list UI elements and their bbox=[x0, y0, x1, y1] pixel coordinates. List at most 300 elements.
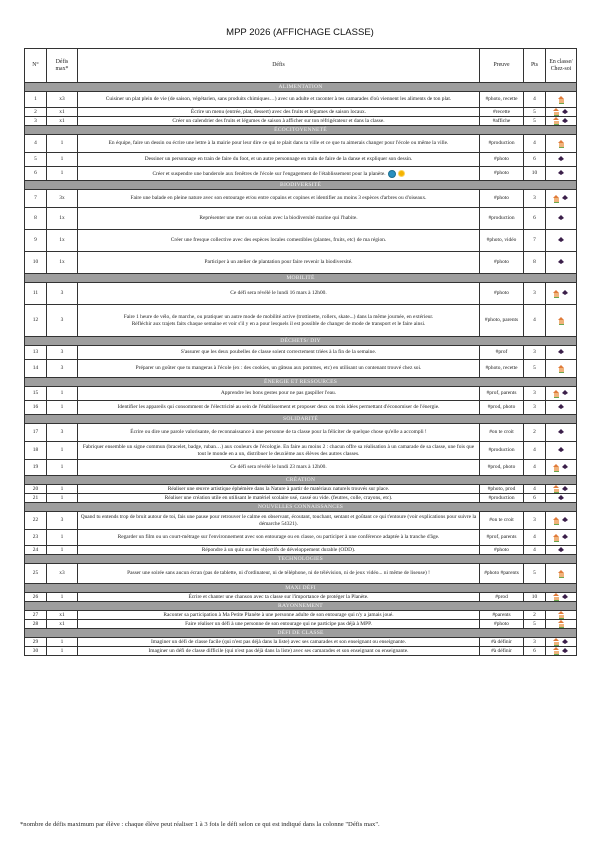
defi-points: 10 bbox=[524, 593, 546, 602]
defi-text: Répondre à un quiz sur les objectifs de développement durable (ODD). bbox=[201, 546, 356, 553]
defi-preuve: #parents bbox=[480, 611, 524, 620]
defi-max: 1 bbox=[47, 530, 78, 546]
defi-text: Identifier les appareils qui consomment de l'électricité au sein de l'établissement et proposer deux ou trois idées permettant d'économiser de l'énergie. bbox=[117, 404, 440, 411]
header-defis: Défis bbox=[78, 49, 480, 83]
category-row bbox=[25, 83, 577, 92]
defi-description bbox=[78, 283, 480, 305]
defi-location bbox=[546, 494, 577, 503]
defi-max: 1 bbox=[47, 647, 78, 656]
table-row bbox=[25, 230, 577, 252]
defi-location bbox=[546, 387, 577, 401]
graduation-cap-icon bbox=[558, 259, 565, 265]
category-row bbox=[25, 602, 577, 611]
defi-location bbox=[546, 442, 577, 460]
table-row bbox=[25, 208, 577, 230]
defi-max: x3 bbox=[47, 564, 78, 584]
defi-description bbox=[78, 135, 480, 153]
table-row bbox=[25, 424, 577, 442]
defi-description bbox=[78, 530, 480, 546]
defi-number: 5 bbox=[25, 153, 47, 167]
table-row bbox=[25, 167, 577, 181]
category-label: ÉNERGIE ET RESSOURCES bbox=[25, 378, 577, 387]
header-max: Défis max* bbox=[47, 49, 78, 83]
defi-text: Réaliser une création utile en utilisant le matériel scolaire usé, cassé ou vide. (feutres, colle, crayons, etc). bbox=[164, 494, 393, 501]
house-icon bbox=[553, 593, 560, 600]
defi-max: 1 bbox=[47, 593, 78, 602]
defi-max: 1 bbox=[47, 638, 78, 647]
defi-points: 5 bbox=[524, 108, 546, 117]
defi-description bbox=[78, 593, 480, 602]
defi-preuve: #photo, vidéo bbox=[480, 230, 524, 252]
defi-max: 1 bbox=[47, 485, 78, 494]
table-row bbox=[25, 460, 577, 476]
defi-description bbox=[78, 564, 480, 584]
defi-points: 4 bbox=[524, 305, 546, 337]
defi-preuve: #prod, photo bbox=[480, 401, 524, 415]
defi-preuve: #photo bbox=[480, 546, 524, 555]
category-label: BIODIVERSITÉ bbox=[25, 181, 577, 190]
table-row bbox=[25, 252, 577, 274]
house-icon bbox=[553, 290, 560, 297]
defi-number: 22 bbox=[25, 512, 47, 530]
defi-number: 1 bbox=[25, 92, 47, 108]
defi-description bbox=[78, 494, 480, 503]
defi-text: Réaliser une œuvre artistique éphémère dans la Nature à partir de matériaux naturels trouvés sur place. bbox=[167, 485, 390, 492]
defi-preuve: #photo, prod bbox=[480, 485, 524, 494]
defi-preuve: #photo bbox=[480, 153, 524, 167]
defi-max: 3 bbox=[47, 346, 78, 360]
defi-max: 1x bbox=[47, 230, 78, 252]
graduation-cap-icon bbox=[558, 429, 565, 435]
defi-text: Participer à un atelier de plantation pour faire revenir la biodiversité. bbox=[204, 259, 353, 266]
defi-text: Imaginer un défi de classe facile (qui n'est pas déjà dans la liste) avec ses camarades et son enseignant ou enseignante. bbox=[151, 638, 406, 645]
defi-text-2: Réfléchir aux trajets faits chaque semaine et voir s'il y en a pour lesquels il est possible de changer de mode de transport et le faire ainsi. bbox=[131, 320, 426, 327]
house-icon bbox=[553, 517, 560, 524]
house-icon bbox=[558, 140, 565, 147]
graduation-cap-icon bbox=[558, 170, 565, 176]
defi-number: 6 bbox=[25, 167, 47, 181]
table-row bbox=[25, 442, 577, 460]
defi-points: 3 bbox=[524, 638, 546, 647]
table-row bbox=[25, 190, 577, 208]
defi-description bbox=[78, 305, 480, 337]
house-icon bbox=[558, 365, 565, 372]
house-icon bbox=[558, 611, 565, 618]
defi-preuve: #production bbox=[480, 494, 524, 503]
table-row bbox=[25, 494, 577, 503]
defi-points: 5 bbox=[524, 117, 546, 126]
house-icon bbox=[558, 620, 565, 627]
defi-preuve: #photo #parents bbox=[480, 564, 524, 584]
defi-description bbox=[78, 230, 480, 252]
defi-points: 3 bbox=[524, 512, 546, 530]
category-row bbox=[25, 503, 577, 512]
graduation-cap-icon bbox=[558, 156, 565, 162]
defi-preuve: #prof, parents bbox=[480, 387, 524, 401]
defi-max: x1 bbox=[47, 117, 78, 126]
defi-description bbox=[78, 647, 480, 656]
defi-number: 21 bbox=[25, 494, 47, 503]
table-row bbox=[25, 283, 577, 305]
graduation-cap-icon bbox=[558, 237, 565, 243]
defi-number: 30 bbox=[25, 647, 47, 656]
defi-description bbox=[78, 424, 480, 442]
table-row bbox=[25, 117, 577, 126]
defi-points: 3 bbox=[524, 401, 546, 415]
table-row bbox=[25, 546, 577, 555]
defi-number: 17 bbox=[25, 424, 47, 442]
defi-max: 1 bbox=[47, 460, 78, 476]
defi-points: 6 bbox=[524, 208, 546, 230]
defi-max: 1 bbox=[47, 153, 78, 167]
defi-location bbox=[546, 305, 577, 337]
defi-description bbox=[78, 252, 480, 274]
defi-text: Faire 1 heure de vélo, de marche, ou pratiquer un autre mode de mobilité active (trottinette, rollers, skate...) dans la même journée, en extérieur. bbox=[123, 313, 434, 320]
defi-location bbox=[546, 546, 577, 555]
defi-points: 2 bbox=[524, 611, 546, 620]
table-row bbox=[25, 512, 577, 530]
category-label: SOLIDARITÉ bbox=[25, 415, 577, 424]
graduation-cap-icon bbox=[562, 390, 569, 396]
table-row bbox=[25, 387, 577, 401]
table-row bbox=[25, 611, 577, 620]
defi-location bbox=[546, 647, 577, 656]
graduation-cap-icon bbox=[562, 517, 569, 523]
defi-points: 10 bbox=[524, 167, 546, 181]
defi-preuve: #production bbox=[480, 208, 524, 230]
defi-number: 20 bbox=[25, 485, 47, 494]
graduation-cap-icon bbox=[558, 447, 565, 453]
defi-points: 4 bbox=[524, 92, 546, 108]
category-label: CRÉATION bbox=[25, 476, 577, 485]
defi-location bbox=[546, 620, 577, 629]
category-label: DÉCHETS/ DIY bbox=[25, 337, 577, 346]
category-row bbox=[25, 126, 577, 135]
table-row bbox=[25, 360, 577, 378]
defi-location bbox=[546, 117, 577, 126]
table-header-row bbox=[25, 49, 577, 83]
defi-location bbox=[546, 190, 577, 208]
category-label: DÉFI DE CLASSE bbox=[25, 629, 577, 638]
house-icon bbox=[558, 317, 565, 324]
defi-text: Créer une fresque collective avec des espèces locales comestibles (plantes, fruits, etc) de ma région. bbox=[170, 237, 387, 244]
defi-max: 3x bbox=[47, 190, 78, 208]
defi-location bbox=[546, 485, 577, 494]
category-label: MOBILITÉ bbox=[25, 274, 577, 283]
defi-description bbox=[78, 611, 480, 620]
defi-text: Dessiner un personnage en train de faire du foot, et un autre personnage en train de faire de la danse et expliquer son dessin. bbox=[144, 156, 413, 163]
defi-points: 6 bbox=[524, 647, 546, 656]
defi-number: 25 bbox=[25, 564, 47, 584]
defi-description bbox=[78, 485, 480, 494]
defi-points: 4 bbox=[524, 546, 546, 555]
defi-points: 4 bbox=[524, 530, 546, 546]
house-icon bbox=[553, 638, 560, 645]
defi-location bbox=[546, 208, 577, 230]
defi-description bbox=[78, 360, 480, 378]
globe-icon bbox=[388, 170, 396, 178]
defi-location bbox=[546, 460, 577, 476]
defi-max: x1 bbox=[47, 620, 78, 629]
table-body bbox=[25, 83, 577, 656]
defi-max: 1x bbox=[47, 208, 78, 230]
defi-description bbox=[78, 401, 480, 415]
category-row bbox=[25, 415, 577, 424]
graduation-cap-icon bbox=[558, 495, 565, 501]
defi-preuve: #à définir bbox=[480, 647, 524, 656]
defi-number: 11 bbox=[25, 283, 47, 305]
defi-location bbox=[546, 230, 577, 252]
defi-number: 24 bbox=[25, 546, 47, 555]
defi-max: 1 bbox=[47, 401, 78, 415]
defi-preuve: #photo bbox=[480, 167, 524, 181]
table-row bbox=[25, 346, 577, 360]
defi-preuve: #affiche bbox=[480, 117, 524, 126]
table-row bbox=[25, 620, 577, 629]
category-row bbox=[25, 274, 577, 283]
defi-description bbox=[78, 208, 480, 230]
category-row bbox=[25, 584, 577, 593]
defi-preuve: #photo bbox=[480, 190, 524, 208]
defi-max: 1 bbox=[47, 546, 78, 555]
defi-text: Imaginer un défi de classe difficile (qui n'est pas déjà dans la liste) avec ses camarades et son enseignant ou enseignante. bbox=[148, 647, 409, 654]
category-row bbox=[25, 555, 577, 564]
graduation-cap-icon bbox=[558, 349, 565, 355]
house-icon bbox=[553, 390, 560, 397]
defi-points: 2 bbox=[524, 424, 546, 442]
defi-description bbox=[78, 387, 480, 401]
defi-number: 3 bbox=[25, 117, 47, 126]
defi-points: 3 bbox=[524, 190, 546, 208]
category-row bbox=[25, 476, 577, 485]
table-row bbox=[25, 485, 577, 494]
defi-text: Créer et suspendre une banderole aux fenêtres de l'école sur l'engagement de l'établissement pour la planète. bbox=[152, 170, 386, 177]
defi-max: x1 bbox=[47, 611, 78, 620]
defi-preuve: #prof bbox=[480, 346, 524, 360]
category-row bbox=[25, 181, 577, 190]
header-lieu: En classe/ Chez-soi bbox=[546, 49, 577, 83]
defi-description bbox=[78, 92, 480, 108]
defi-points: 4 bbox=[524, 135, 546, 153]
defi-text: Écrire un menu (entrée, plat, dessert) avec des fruits et légumes de saison locaux. bbox=[190, 108, 367, 115]
defi-description bbox=[78, 620, 480, 629]
category-row bbox=[25, 378, 577, 387]
page-title: MPP 2026 (AFFICHAGE CLASSE) bbox=[226, 27, 374, 38]
table-row bbox=[25, 401, 577, 415]
graduation-cap-icon bbox=[562, 534, 569, 540]
defi-location bbox=[546, 92, 577, 108]
category-row bbox=[25, 629, 577, 638]
table-row bbox=[25, 135, 577, 153]
graduation-cap-icon bbox=[562, 648, 569, 654]
defi-preuve: #photo, recette bbox=[480, 92, 524, 108]
defi-number: 9 bbox=[25, 230, 47, 252]
graduation-cap-icon bbox=[558, 404, 565, 410]
house-icon bbox=[553, 117, 560, 124]
defi-description bbox=[78, 512, 480, 530]
defi-location bbox=[546, 135, 577, 153]
defi-number: 18 bbox=[25, 442, 47, 460]
house-icon bbox=[558, 570, 565, 577]
defi-preuve: #photo bbox=[480, 252, 524, 274]
defi-max: x1 bbox=[47, 108, 78, 117]
defi-points: 6 bbox=[524, 153, 546, 167]
house-icon bbox=[558, 96, 565, 103]
defi-points: 3 bbox=[524, 346, 546, 360]
category-label: MAXI DÉFI bbox=[25, 584, 577, 593]
defi-preuve: #on te croit bbox=[480, 424, 524, 442]
defi-points: 3 bbox=[524, 387, 546, 401]
house-icon bbox=[553, 464, 560, 471]
defi-text: Apprendre les bons gestes pour ne pas gaspiller l'eau. bbox=[220, 390, 337, 397]
table-row bbox=[25, 638, 577, 647]
defi-points: 5 bbox=[524, 564, 546, 584]
defi-max: 1x bbox=[47, 252, 78, 274]
graduation-cap-icon bbox=[558, 215, 565, 221]
defi-text: Cuisiner un plat plein de vie (de saison, végétarien, sans produits chimiques…) avec un adulte et raconter à tes camarades d'où viennent les aliments de ton plat. bbox=[105, 96, 452, 103]
graduation-cap-icon bbox=[562, 594, 569, 600]
graduation-cap-icon bbox=[562, 195, 569, 201]
graduation-cap-icon bbox=[562, 109, 569, 115]
defi-preuve: #prod bbox=[480, 593, 524, 602]
graduation-cap-icon bbox=[558, 547, 565, 553]
defi-number: 26 bbox=[25, 593, 47, 602]
defi-location bbox=[546, 346, 577, 360]
defi-max: 3 bbox=[47, 424, 78, 442]
defi-location bbox=[546, 108, 577, 117]
defi-max: 1 bbox=[47, 167, 78, 181]
defi-location bbox=[546, 564, 577, 584]
defi-text: Ce défi sera révélé le lundi 16 mars à 12h00. bbox=[230, 290, 327, 297]
defi-max: 1 bbox=[47, 494, 78, 503]
defi-location bbox=[546, 401, 577, 415]
defi-number: 2 bbox=[25, 108, 47, 117]
defi-description bbox=[78, 167, 480, 181]
table-row bbox=[25, 153, 577, 167]
defi-text: Fabriquer ensemble un signe commun (bracelet, badge, ruban…) aux couleurs de l'écologie. En faire au moins 2 : chacun offre sa réalisation à un camarade de sa classe, une fois que tout le monde en a un, distribuer le deuxième aux élèves des autres classes. bbox=[82, 443, 475, 457]
category-row bbox=[25, 337, 577, 346]
defi-max: 3 bbox=[47, 512, 78, 530]
defi-text: Passer une soirée sans aucun écran (pas de tablette, ni d'ordinateur, ni de téléphone, ni de télévision, ni de jeux vidéo... ni même de liseuse) ! bbox=[127, 570, 430, 577]
defi-preuve: #à définir bbox=[480, 638, 524, 647]
defi-text: Faire réaliser un défi à une personne de son entourage qui ne participe pas déjà à MPP. bbox=[185, 620, 372, 627]
table-row bbox=[25, 305, 577, 337]
defi-text: Préparer un goûter que tu mangeras à l'école (ex : des cookies, un gâteau aux pommes, etc) en utilisant un contenant trouvé chez soi. bbox=[135, 365, 422, 372]
category-label: RAYONNEMENT bbox=[25, 602, 577, 611]
defi-description bbox=[78, 108, 480, 117]
table-row bbox=[25, 108, 577, 117]
defi-text: En équipe, faire un dessin ou écrire une lettre à la mairie pour leur dire ce qui te plait dans ta ville et ce que tu aimerais changer pour l'école ou même la ville. bbox=[108, 140, 449, 147]
graduation-cap-icon bbox=[562, 639, 569, 645]
defi-number: 16 bbox=[25, 401, 47, 415]
defi-text: Écrire ou dire une parole valorisante, de reconnaissance à une personne de ta classe pour la féliciter de quelque chose qu'elle a accompli ! bbox=[130, 429, 427, 436]
defi-description bbox=[78, 460, 480, 476]
graduation-cap-icon bbox=[562, 464, 569, 470]
defi-number: 14 bbox=[25, 360, 47, 378]
defi-location bbox=[546, 153, 577, 167]
category-label: NOUVELLES CONNAISSANCES bbox=[25, 503, 577, 512]
defi-description bbox=[78, 117, 480, 126]
defi-preuve: #prof, parents bbox=[480, 530, 524, 546]
graduation-cap-icon bbox=[562, 486, 569, 492]
table-row bbox=[25, 92, 577, 108]
defi-number: 12 bbox=[25, 305, 47, 337]
defi-number: 29 bbox=[25, 638, 47, 647]
defi-location bbox=[546, 360, 577, 378]
table-row bbox=[25, 564, 577, 584]
defi-text: S'assurer que les deux poubelles de classe soient correctement triées à la fin de la semaine. bbox=[180, 349, 377, 356]
defi-text: Représenter une mer ou un océan avec la biodiversité marine qui l'habite. bbox=[199, 215, 358, 222]
house-icon bbox=[553, 108, 560, 115]
defi-location bbox=[546, 611, 577, 620]
graduation-cap-icon bbox=[562, 290, 569, 296]
defi-points: 4 bbox=[524, 442, 546, 460]
defi-points: 5 bbox=[524, 620, 546, 629]
defi-points: 5 bbox=[524, 360, 546, 378]
defi-description bbox=[78, 442, 480, 460]
defi-preuve: #recette bbox=[480, 108, 524, 117]
defi-text: Quand tu entends trop de bruit autour de toi, fais une pause pour retrouver le calme en observant, écoutant, touchant, sentant et goûtant ce qui t'entoure (voir explications pour suivre la démarche 54321). bbox=[80, 513, 477, 527]
defi-preuve: #production bbox=[480, 442, 524, 460]
defi-max: 1 bbox=[47, 387, 78, 401]
defi-text: Ce défi sera révélé le lundi 23 mars à 12h00. bbox=[230, 464, 327, 471]
defi-number: 28 bbox=[25, 620, 47, 629]
house-icon bbox=[553, 485, 560, 492]
defi-description bbox=[78, 546, 480, 555]
defi-preuve: #photo, recette bbox=[480, 360, 524, 378]
defi-text: Écrire et chanter une chanson avec ta classe sur l'importance de protéger la Planète. bbox=[188, 593, 369, 600]
category-label: ÉCOCITOYENNETÉ bbox=[25, 126, 577, 135]
defi-preuve: #production bbox=[480, 135, 524, 153]
category-label: ALIMENTATION bbox=[25, 83, 577, 92]
house-icon bbox=[553, 534, 560, 541]
defi-number: 13 bbox=[25, 346, 47, 360]
defi-points: 4 bbox=[524, 460, 546, 476]
sun-icon bbox=[399, 171, 404, 176]
defi-preuve: #photo, parents bbox=[480, 305, 524, 337]
defi-location bbox=[546, 424, 577, 442]
defi-location bbox=[546, 512, 577, 530]
defi-preuve: #on te croit bbox=[480, 512, 524, 530]
house-icon bbox=[553, 195, 560, 202]
table-row bbox=[25, 530, 577, 546]
graduation-cap-icon bbox=[562, 118, 569, 124]
defi-location bbox=[546, 283, 577, 305]
defi-points: 8 bbox=[524, 252, 546, 274]
defi-max: 3 bbox=[47, 360, 78, 378]
house-icon bbox=[553, 647, 560, 654]
header-pts: Pts bbox=[524, 49, 546, 83]
defi-number: 4 bbox=[25, 135, 47, 153]
defi-text: Raconter sa participation à Ma Petite Planète à une personne adulte de son entourage qui n'y a jamais joué. bbox=[163, 611, 394, 618]
defi-max: 1 bbox=[47, 135, 78, 153]
defi-max: x3 bbox=[47, 92, 78, 108]
defi-max: 3 bbox=[47, 283, 78, 305]
defi-number: 23 bbox=[25, 530, 47, 546]
header-num: N° bbox=[25, 49, 47, 83]
defi-max: 1 bbox=[47, 442, 78, 460]
defi-points: 4 bbox=[524, 485, 546, 494]
table-row bbox=[25, 647, 577, 656]
defi-location bbox=[546, 167, 577, 181]
defi-text: Regarder un film ou un court-métrage sur l'environnement avec son entourage ou en classe, ou participer à une conférence adaptée à la tranche d'âge. bbox=[117, 534, 440, 541]
defi-text: Faire une balade en pleine nature avec son entourage et/ou entre copains et copines et identifier au moins 3 espèces d'arbres ou d'oiseaux. bbox=[130, 195, 427, 202]
defi-description bbox=[78, 346, 480, 360]
defi-number: 10 bbox=[25, 252, 47, 274]
defi-points: 6 bbox=[524, 494, 546, 503]
defi-preuve: #photo bbox=[480, 620, 524, 629]
defi-preuve: #prod, photo bbox=[480, 460, 524, 476]
